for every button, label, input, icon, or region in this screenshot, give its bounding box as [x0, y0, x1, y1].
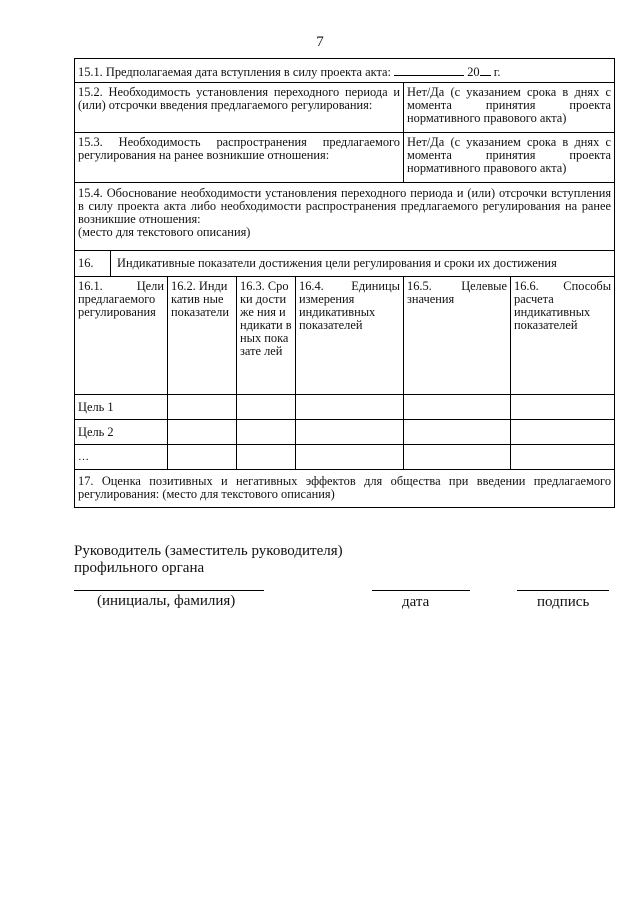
cell-15-4	[75, 183, 615, 251]
transition-period-label: 15.2. Необходимость установления переходного периода и (или) отсрочки введения предлагаемого регулирования:	[75, 83, 404, 133]
sign-caption: подпись	[537, 594, 590, 610]
table-cell	[404, 445, 511, 470]
row-15-1	[75, 59, 615, 83]
table-cell	[237, 395, 296, 420]
col-header-deadlines: 16.3. Сроки достиже ния индикати вных показате лей	[237, 277, 296, 395]
table-cell	[296, 395, 404, 420]
table-row	[75, 445, 615, 470]
table-cell	[296, 445, 404, 470]
row-17	[75, 470, 615, 508]
retroactive-answer: Нет/Да (с указанием срока в днях с момента принятия проекта нормативного правового акта)	[404, 133, 615, 183]
table-cell	[511, 395, 615, 420]
row-15-3	[75, 133, 615, 183]
date-caption: дата	[402, 594, 430, 610]
justification-placeholder: (место для текстового описания)	[78, 225, 251, 239]
date-signature-line	[372, 590, 470, 591]
table-cell	[404, 395, 511, 420]
table-row	[75, 395, 615, 420]
effective-date-label: 15.1. Предполагаемая дата вступления в силу проекта акта:	[78, 65, 391, 79]
name-caption: (инициалы, фамилия)	[97, 593, 236, 609]
col-header-calc-methods: 16.6. Способы расчета индикативных показателей	[511, 277, 615, 395]
cell-15-1	[75, 59, 615, 83]
col-header-goals: 16.1. Цели предлагаемого регулирования	[75, 277, 168, 395]
sign-signature-line	[517, 590, 609, 591]
col-header-indicators: 16.2. Индикатив ные показатели	[168, 277, 237, 395]
goal-label: …	[75, 445, 168, 470]
row-16-headers	[75, 277, 615, 395]
retroactive-label: 15.3. Необходимость распространения предлагаемого регулирования на ранее возникшие отношения:	[75, 133, 404, 183]
row-15-4	[75, 183, 615, 251]
signatory-title	[74, 543, 343, 577]
signatory-title-line-2: профильного органа	[74, 560, 205, 576]
justification-text: 15.4. Обоснование необходимости установления переходного периода и (или) отсрочки вступления в силу проекта акта либо необходимости распространения предлагаемого регулирования на ранее возникшие отношения:	[78, 186, 612, 226]
year-blank	[480, 64, 491, 76]
table-cell	[511, 420, 615, 445]
date-blank	[394, 64, 464, 76]
goal-label: Цель 2	[75, 420, 168, 445]
regulation-form-table	[74, 58, 615, 508]
col-header-target-values: 16.5. Целевые значения	[404, 277, 511, 395]
cell-16	[75, 251, 615, 277]
col-header-units: 16.4. Единицы измерения индикативных показателей	[296, 277, 404, 395]
signatory-title-line-1: Руководитель (заместитель руководителя)	[74, 543, 343, 559]
goal-label: Цель 1	[75, 395, 168, 420]
table-cell	[168, 395, 237, 420]
table-row	[75, 420, 615, 445]
name-signature-line	[74, 590, 264, 591]
table-cell	[296, 420, 404, 445]
table-cell	[168, 420, 237, 445]
table-cell	[237, 420, 296, 445]
page-number: 7	[316, 34, 324, 50]
table-cell	[404, 420, 511, 445]
table-cell	[168, 445, 237, 470]
year-suffix: г.	[493, 65, 501, 79]
row-15-2	[75, 83, 615, 133]
table-cell	[237, 445, 296, 470]
row-16	[75, 251, 615, 277]
year-prefix: 20	[467, 65, 480, 79]
transition-period-answer: Нет/Да (с указанием срока в днях с момента принятия проекта нормативного правового акта)	[404, 83, 615, 133]
section-16-title: Индикативные показатели достижения цели регулирования и сроки их достижения	[117, 256, 557, 270]
section-16-number: 16.	[75, 251, 111, 276]
effects-assessment: 17. Оценка позитивных и негативных эффектов для общества при введении предлагаемого регулирования: (место для текстового описания)	[75, 470, 615, 508]
table-cell	[511, 445, 615, 470]
